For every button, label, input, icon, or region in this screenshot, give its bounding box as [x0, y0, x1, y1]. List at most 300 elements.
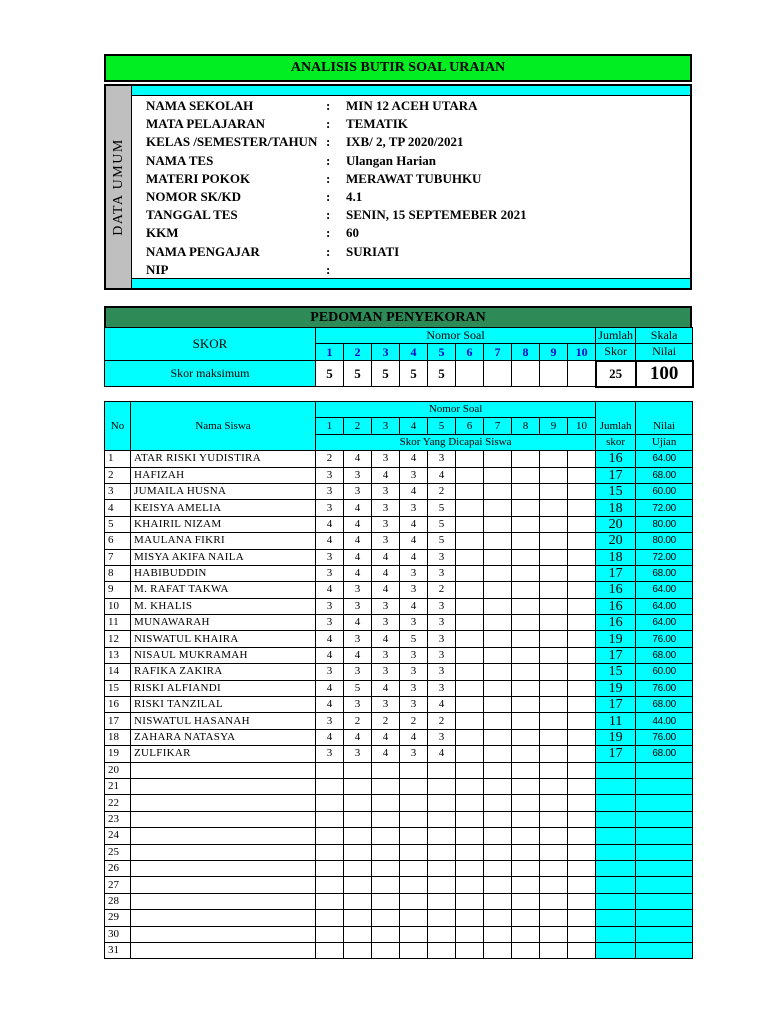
pedoman-nomor-soal-header: Nomor Soal: [316, 328, 596, 344]
score-cell: [484, 500, 512, 516]
score-cell: [372, 762, 400, 778]
col-soal-number: 10: [568, 418, 596, 434]
nilai-ujian-cell: 80.00: [636, 533, 693, 549]
cyan-strip-top: [132, 86, 690, 96]
nilai-ujian-cell: 60.00: [636, 483, 693, 499]
page-title: [104, 54, 692, 82]
score-cell: [540, 795, 568, 811]
col-soal-number: 1: [316, 418, 344, 434]
score-cell: [540, 483, 568, 499]
info-row: [146, 170, 686, 188]
score-cell: 4: [316, 582, 344, 598]
score-cell: [568, 811, 596, 827]
score-cell: [456, 893, 484, 909]
score-cell: 5: [400, 631, 428, 647]
score-cell: [568, 860, 596, 876]
score-cell: 3: [428, 680, 456, 696]
score-cell: [456, 598, 484, 614]
score-cell: 3: [344, 483, 372, 499]
score-cell: 3: [400, 565, 428, 581]
score-cell: [484, 893, 512, 909]
jumlah-skor-cell: [596, 795, 636, 811]
score-cell: [540, 713, 568, 729]
nilai-ujian-cell: 64.00: [636, 582, 693, 598]
score-cell: 4: [400, 483, 428, 499]
score-cell: [344, 811, 372, 827]
score-cell: 3: [428, 451, 456, 467]
score-cell: [456, 549, 484, 565]
score-cell: 4: [372, 565, 400, 581]
col-soal-number: 4: [400, 418, 428, 434]
score-cell: 3: [372, 647, 400, 663]
score-cell: 3: [400, 647, 428, 663]
score-cell: [484, 746, 512, 762]
score-cell: 3: [400, 615, 428, 631]
score-cell: [512, 762, 540, 778]
pedoman-title-text: PEDOMAN PENYEKORAN: [310, 309, 486, 325]
score-cell: [456, 828, 484, 844]
score-cell: [344, 762, 372, 778]
student-name: RISKI ALFIANDI: [131, 680, 316, 696]
jumlah-skor-cell: 19: [596, 631, 636, 647]
score-cell: 4: [400, 451, 428, 467]
score-cell: [568, 565, 596, 581]
row-number: 10: [105, 598, 131, 614]
score-cell: [456, 697, 484, 713]
score-cell: [540, 500, 568, 516]
row-number: 4: [105, 500, 131, 516]
jumlah-skor-cell: [596, 860, 636, 876]
score-cell: [344, 926, 372, 942]
student-name: ATAR RISKI YUDISTIRA: [131, 451, 316, 467]
nilai-ujian-cell: [636, 778, 693, 794]
score-cell: [540, 582, 568, 598]
jumlah-skor-cell: [596, 811, 636, 827]
student-name: HABIBUDDIN: [131, 565, 316, 581]
student-name: [131, 844, 316, 860]
score-cell: [372, 778, 400, 794]
score-cell: [344, 860, 372, 876]
nilai-ujian-cell: 60.00: [636, 664, 693, 680]
nilai-ujian-cell: [636, 893, 693, 909]
jumlah-skor-cell: 20: [596, 533, 636, 549]
nilai-ujian-cell: 68.00: [636, 565, 693, 581]
score-cell: [540, 860, 568, 876]
score-cell: [484, 729, 512, 745]
row-number: 19: [105, 746, 131, 762]
row-number: 2: [105, 467, 131, 483]
student-name: [131, 795, 316, 811]
table-row: [105, 631, 693, 647]
table-row: [105, 565, 693, 581]
info-value: IXB/ 2, TP 2020/2021: [346, 134, 464, 150]
score-cell: [456, 746, 484, 762]
info-row: [146, 97, 686, 115]
score-cell: [456, 713, 484, 729]
score-cell: [372, 910, 400, 926]
skor-maksimum-label: Skor maksimum: [105, 361, 316, 387]
score-cell: [456, 500, 484, 516]
score-cell: [568, 647, 596, 663]
table-row: [105, 795, 693, 811]
score-cell: 3: [400, 746, 428, 762]
skor-maksimum-cell: 5: [428, 361, 456, 387]
score-cell: [484, 860, 512, 876]
score-cell: [512, 729, 540, 745]
score-cell: 3: [428, 549, 456, 565]
jumlah-skor-cell: 15: [596, 483, 636, 499]
score-cell: [568, 483, 596, 499]
score-cell: [512, 664, 540, 680]
jumlah-skor-cell: 17: [596, 467, 636, 483]
score-cell: [568, 697, 596, 713]
info-value: 60: [346, 225, 359, 241]
score-cell: [484, 483, 512, 499]
score-cell: [512, 697, 540, 713]
score-cell: [428, 926, 456, 942]
nilai-ujian-cell: 64.00: [636, 615, 693, 631]
score-cell: [512, 615, 540, 631]
info-separator: :: [326, 134, 331, 150]
col-soal-number: 6: [456, 418, 484, 434]
score-cell: 3: [344, 582, 372, 598]
row-number: 11: [105, 615, 131, 631]
nilai-ujian-cell: 76.00: [636, 729, 693, 745]
score-cell: 5: [428, 533, 456, 549]
row-number: 13: [105, 647, 131, 663]
score-cell: [540, 680, 568, 696]
score-cell: 4: [316, 516, 344, 532]
score-cell: [484, 582, 512, 598]
info-separator: :: [326, 152, 331, 168]
info-label: TANGGAL TES: [146, 207, 238, 223]
row-number: 21: [105, 778, 131, 794]
score-cell: [456, 910, 484, 926]
score-cell: [484, 565, 512, 581]
score-cell: [484, 631, 512, 647]
score-cell: [568, 746, 596, 762]
score-cell: [428, 778, 456, 794]
score-cell: [540, 942, 568, 958]
score-cell: [400, 762, 428, 778]
table-row: [105, 746, 693, 762]
score-cell: [540, 598, 568, 614]
student-name: [131, 828, 316, 844]
score-cell: 4: [400, 516, 428, 532]
score-cell: 3: [344, 467, 372, 483]
score-cell: [400, 795, 428, 811]
score-cell: 3: [428, 664, 456, 680]
score-cell: [316, 910, 344, 926]
score-cell: [484, 795, 512, 811]
score-cell: [372, 811, 400, 827]
score-cell: [372, 893, 400, 909]
score-cell: 4: [400, 533, 428, 549]
score-cell: 4: [344, 500, 372, 516]
score-cell: 2: [428, 582, 456, 598]
jumlah-skor-cell: [596, 926, 636, 942]
row-number: 22: [105, 795, 131, 811]
score-cell: [484, 713, 512, 729]
col-soal-number: 9: [540, 418, 568, 434]
skor-dicapai-header: Skor Yang Dicapai Siswa: [316, 434, 596, 450]
table-row: [105, 828, 693, 844]
table-row: [105, 697, 693, 713]
score-cell: [512, 598, 540, 614]
score-cell: [344, 844, 372, 860]
score-cell: 2: [344, 713, 372, 729]
score-cell: [456, 615, 484, 631]
score-cell: [568, 762, 596, 778]
nilai-ujian-cell: [636, 877, 693, 893]
score-cell: [456, 516, 484, 532]
score-cell: [344, 942, 372, 958]
score-cell: 4: [372, 631, 400, 647]
student-name: M. KHALIS: [131, 598, 316, 614]
score-cell: [540, 565, 568, 581]
table-row: [105, 942, 693, 958]
score-cell: [456, 778, 484, 794]
score-cell: [568, 615, 596, 631]
score-cell: 4: [344, 615, 372, 631]
col-nama-header: Nama Siswa: [131, 402, 316, 451]
score-cell: 3: [400, 664, 428, 680]
jumlah-skor-cell: 17: [596, 746, 636, 762]
score-cell: 3: [372, 615, 400, 631]
score-cell: [372, 844, 400, 860]
jumlah-skor-cell: [596, 942, 636, 958]
row-number: 3: [105, 483, 131, 499]
score-cell: [540, 516, 568, 532]
score-cell: [456, 582, 484, 598]
info-label: NAMA TES: [146, 152, 214, 168]
score-cell: [456, 877, 484, 893]
nilai-ujian-cell: 64.00: [636, 598, 693, 614]
pedoman-skala-header-2: Nilai: [636, 344, 693, 361]
score-cell: 4: [316, 631, 344, 647]
pedoman-soal-number: 3: [372, 344, 400, 361]
score-cell: 4: [344, 565, 372, 581]
score-cell: [372, 942, 400, 958]
score-cell: [540, 778, 568, 794]
info-label: NIP: [146, 261, 169, 277]
score-cell: [568, 795, 596, 811]
info-separator: :: [326, 243, 331, 259]
score-cell: [428, 860, 456, 876]
score-cell: [484, 516, 512, 532]
student-name: RAFIKA ZAKIRA: [131, 664, 316, 680]
score-cell: [568, 680, 596, 696]
score-cell: [568, 910, 596, 926]
cyan-strip-bottom: [132, 278, 690, 288]
score-cell: [512, 500, 540, 516]
score-cell: [484, 680, 512, 696]
pedoman-soal-number: 6: [456, 344, 484, 361]
table-row: [105, 860, 693, 876]
score-cell: 4: [400, 549, 428, 565]
info-label: NOMOR SK/KD: [146, 189, 241, 204]
row-number: 7: [105, 549, 131, 565]
score-cell: [316, 926, 344, 942]
row-number: 18: [105, 729, 131, 745]
score-cell: [512, 467, 540, 483]
student-header-row: [105, 402, 693, 418]
nilai-ujian-cell: 68.00: [636, 746, 693, 762]
score-cell: [428, 795, 456, 811]
score-cell: [540, 926, 568, 942]
score-cell: [512, 893, 540, 909]
jumlah-skor-cell: 19: [596, 680, 636, 696]
nilai-ujian-cell: 72.00: [636, 500, 693, 516]
score-cell: [484, 910, 512, 926]
info-row: [146, 152, 686, 170]
score-cell: [568, 664, 596, 680]
student-name: [131, 860, 316, 876]
student-name: [131, 762, 316, 778]
student-name: [131, 926, 316, 942]
row-number: 15: [105, 680, 131, 696]
score-cell: [456, 451, 484, 467]
table-row: [105, 647, 693, 663]
table-row: [105, 533, 693, 549]
student-name: ZAHARA NATASYA: [131, 729, 316, 745]
pedoman-soal-number: 9: [540, 344, 568, 361]
table-row: [105, 713, 693, 729]
score-cell: [540, 549, 568, 565]
score-cell: 4: [372, 746, 400, 762]
table-row: [105, 598, 693, 614]
score-cell: 4: [400, 598, 428, 614]
table-row: [105, 729, 693, 745]
score-cell: 2: [428, 483, 456, 499]
score-cell: [484, 615, 512, 631]
table-row: [105, 844, 693, 860]
score-cell: [400, 860, 428, 876]
table-row: [105, 467, 693, 483]
score-cell: 3: [316, 483, 344, 499]
score-cell: [344, 828, 372, 844]
info-value: SURIATI: [346, 243, 400, 259]
info-row: [146, 133, 686, 151]
skor-maksimum-cell: 5: [372, 361, 400, 387]
row-number: 6: [105, 533, 131, 549]
score-cell: 2: [372, 713, 400, 729]
nilai-ujian-cell: 68.00: [636, 467, 693, 483]
nilai-ujian-cell: 72.00: [636, 549, 693, 565]
score-cell: [400, 926, 428, 942]
skor-maksimum-cell: [456, 361, 484, 387]
pedoman-jumlah-header: Jumlah: [596, 328, 636, 344]
score-cell: [456, 729, 484, 745]
score-cell: 3: [372, 483, 400, 499]
score-cell: [372, 877, 400, 893]
jumlah-skor-cell: [596, 762, 636, 778]
score-cell: [484, 811, 512, 827]
info-label: MATERI POKOK: [146, 170, 251, 186]
score-cell: 2: [316, 451, 344, 467]
score-cell: 4: [372, 549, 400, 565]
page-title-text: ANALISIS BUTIR SOAL URAIAN: [290, 60, 506, 75]
nilai-ujian-cell: 68.00: [636, 647, 693, 663]
score-cell: [540, 893, 568, 909]
score-cell: 3: [344, 746, 372, 762]
score-cell: [540, 664, 568, 680]
score-cell: [540, 910, 568, 926]
nilai-ujian-cell: [636, 860, 693, 876]
score-cell: [428, 942, 456, 958]
score-cell: 3: [372, 500, 400, 516]
score-cell: [372, 860, 400, 876]
score-cell: [512, 811, 540, 827]
score-cell: 3: [316, 664, 344, 680]
score-cell: [456, 942, 484, 958]
score-cell: [568, 516, 596, 532]
score-cell: [316, 877, 344, 893]
jumlah-skor-cell: 20: [596, 516, 636, 532]
score-cell: [400, 811, 428, 827]
pedoman-table: [104, 327, 694, 388]
score-cell: [568, 713, 596, 729]
skor-maksimum-cell: 5: [400, 361, 428, 387]
score-cell: 4: [344, 729, 372, 745]
info-separator: :: [326, 225, 331, 241]
row-number: 17: [105, 713, 131, 729]
score-cell: 5: [428, 516, 456, 532]
student-table: [104, 401, 693, 959]
score-cell: 3: [428, 729, 456, 745]
score-cell: 3: [400, 680, 428, 696]
score-cell: 3: [316, 746, 344, 762]
student-name: NISAUL MUKRAMAH: [131, 647, 316, 663]
score-cell: [568, 500, 596, 516]
table-row: [105, 500, 693, 516]
score-cell: [428, 877, 456, 893]
score-cell: [512, 680, 540, 696]
jumlah-skor-cell: [596, 893, 636, 909]
student-name: KEISYA AMELIA: [131, 500, 316, 516]
score-cell: [568, 893, 596, 909]
score-cell: [400, 778, 428, 794]
score-cell: [512, 795, 540, 811]
score-cell: [316, 828, 344, 844]
col-jumlah-header: Jumlah: [596, 402, 636, 435]
score-cell: [568, 926, 596, 942]
score-cell: [512, 533, 540, 549]
info-row: [146, 243, 686, 261]
table-row: [105, 582, 693, 598]
score-cell: 4: [372, 582, 400, 598]
score-cell: [316, 795, 344, 811]
nilai-ujian-cell: [636, 828, 693, 844]
info-value: MIN 12 ACEH UTARA: [346, 98, 478, 113]
student-name: M. RAFAT TAKWA: [131, 582, 316, 598]
jumlah-skor-cell: 18: [596, 549, 636, 565]
info-row: [146, 188, 686, 206]
score-cell: 3: [344, 631, 372, 647]
score-cell: 3: [372, 697, 400, 713]
nilai-ujian-cell: 44.00: [636, 713, 693, 729]
col-nilai-header-2: Ujian: [636, 434, 693, 450]
table-row: [105, 549, 693, 565]
skor-maksimum-cell: 5: [316, 361, 344, 387]
score-cell: [540, 844, 568, 860]
score-cell: [568, 467, 596, 483]
pedoman-soal-number: 5: [428, 344, 456, 361]
score-cell: [316, 762, 344, 778]
col-soal-number: 7: [484, 418, 512, 434]
score-cell: 4: [372, 680, 400, 696]
row-number: 8: [105, 565, 131, 581]
